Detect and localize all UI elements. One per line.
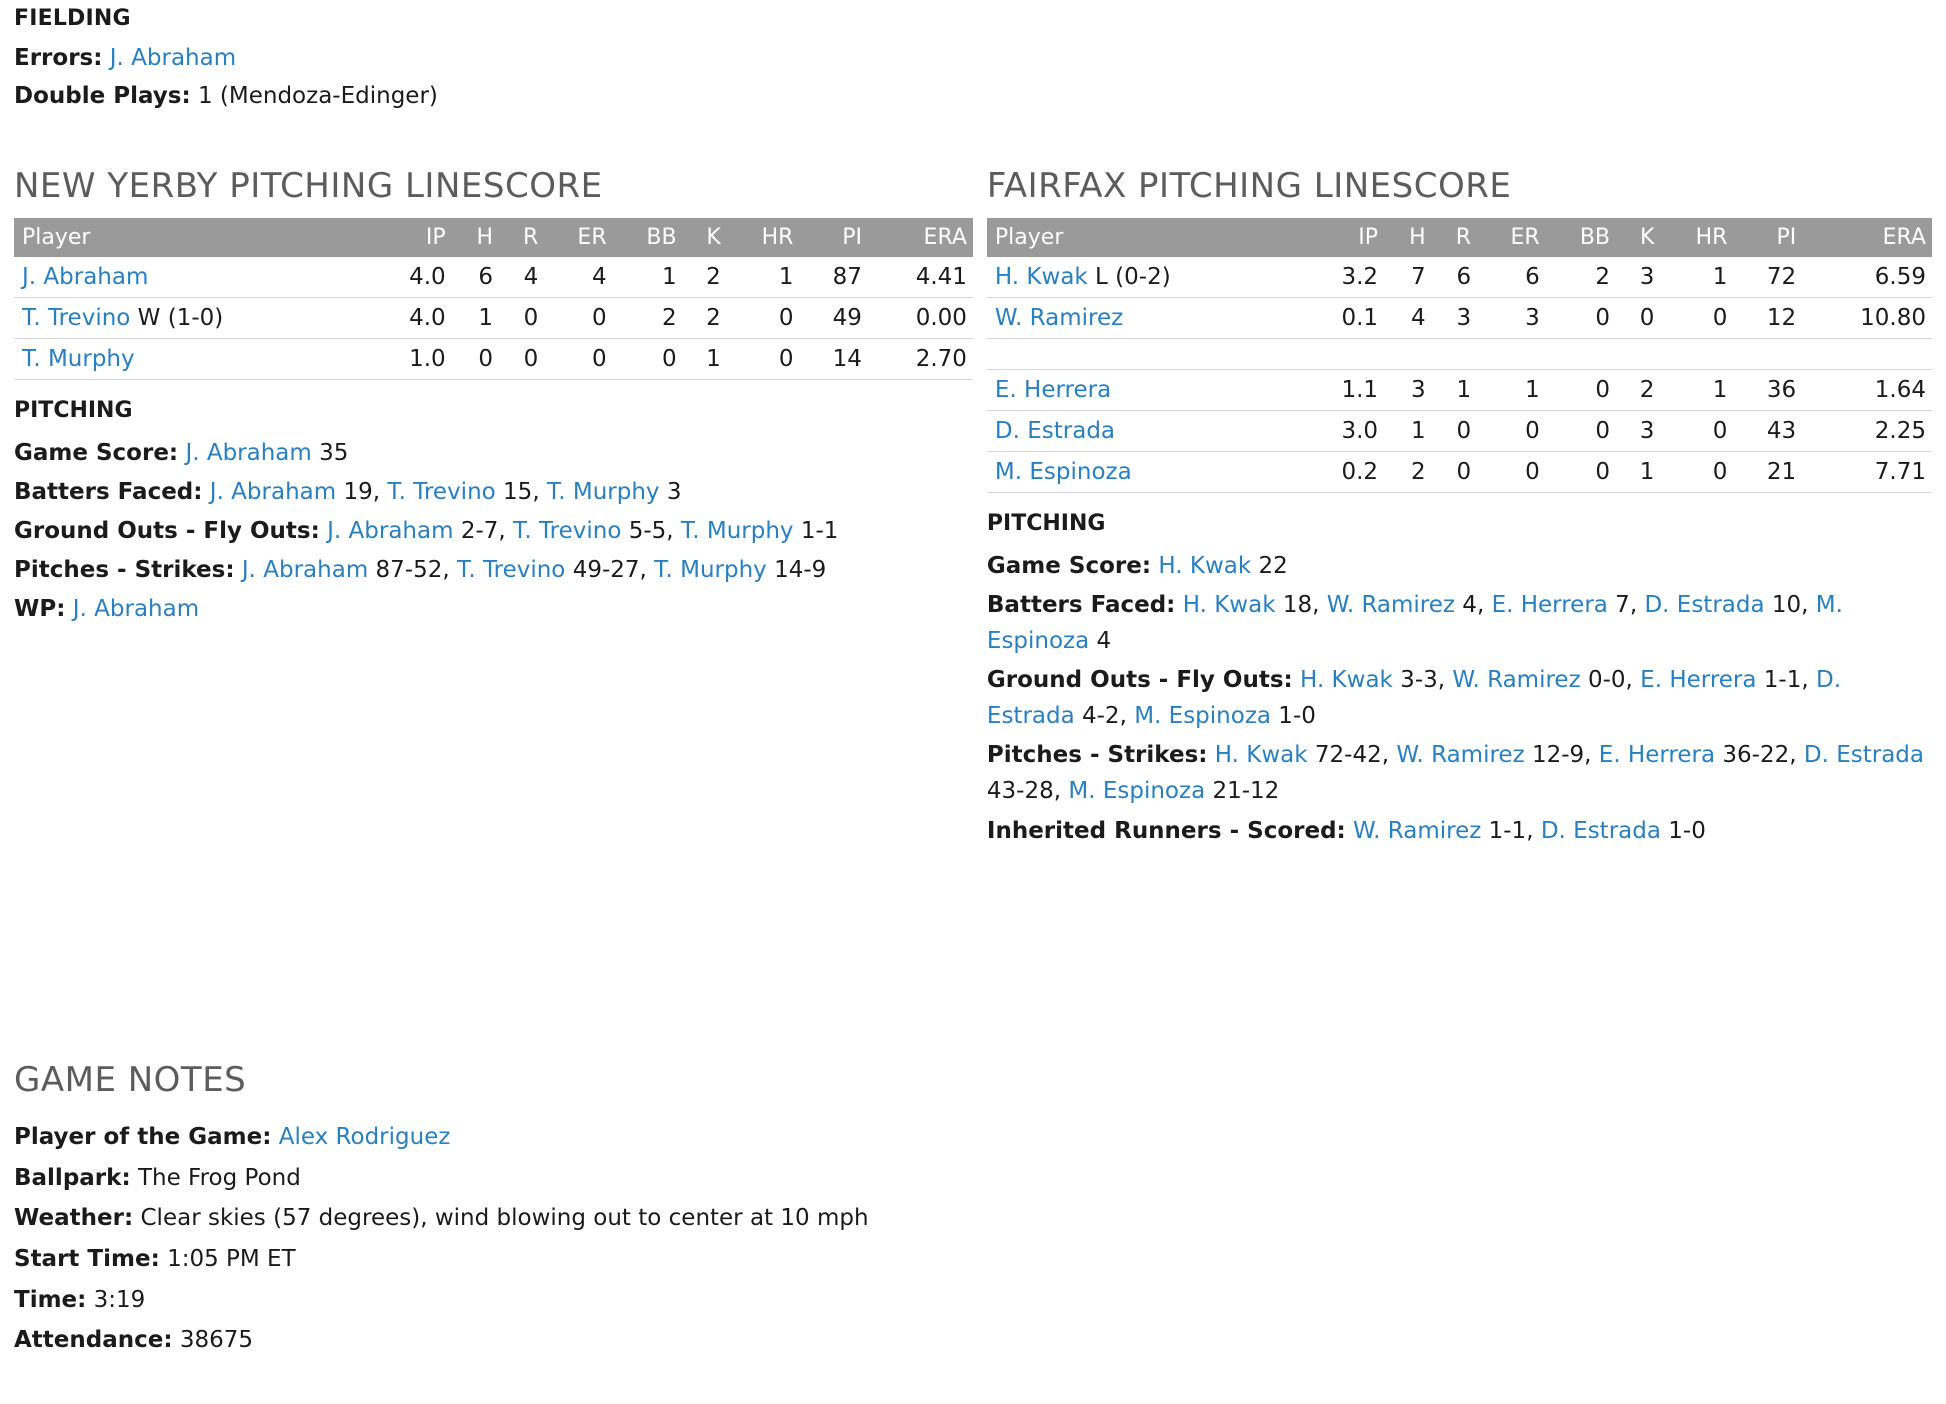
stat-value: 12-9 bbox=[1524, 742, 1585, 769]
away-inherited-runners-label: Inherited Runners - Scored: bbox=[986, 817, 1346, 844]
away-pitches-strikes-label: Pitches - Strikes: bbox=[986, 742, 1208, 769]
player-link[interactable]: J. Abraham bbox=[327, 518, 454, 545]
stat-h: 1 bbox=[1384, 411, 1432, 452]
game-note-row bbox=[14, 1242, 1414, 1278]
stat-value: 18 bbox=[1275, 591, 1313, 618]
stat-h: 0 bbox=[452, 339, 499, 380]
home-pitches-strikes-values: J. Abraham 87-52, T. Trevino 49-27, T. Murphy 14-9 bbox=[241, 557, 827, 584]
home-pitching-notes-heading: PITCHING bbox=[14, 398, 133, 424]
home-wp-values bbox=[73, 596, 199, 622]
player-link[interactable]: H. Kwak bbox=[1158, 552, 1252, 579]
col-header-hr: HR bbox=[1660, 218, 1733, 257]
away-game-score-line bbox=[987, 548, 1932, 584]
stat-r: 1 bbox=[1432, 370, 1477, 411]
fielding-double-plays-row bbox=[14, 79, 1932, 115]
player-link[interactable]: T. Trevino bbox=[22, 305, 131, 332]
stat-hr: 0 bbox=[1660, 411, 1733, 452]
home-ground-fly-values: J. Abraham 2-7, T. Trevino 5-5, T. Murphy 1-1 bbox=[327, 518, 839, 545]
stat-value: 15 bbox=[495, 478, 533, 505]
stat-value: 4 bbox=[1089, 628, 1112, 655]
stat-value: 10 bbox=[1764, 591, 1802, 618]
stat-pi: 43 bbox=[1733, 411, 1802, 452]
stat-hr: 1 bbox=[727, 257, 800, 298]
stat-value: 22 bbox=[1251, 552, 1288, 579]
pitcher-cell bbox=[987, 298, 1303, 339]
stat-k: 3 bbox=[1616, 411, 1660, 452]
player-link[interactable]: H. Kwak bbox=[1182, 591, 1276, 618]
stat-ip: 0.2 bbox=[1303, 452, 1384, 493]
pitcher-cell bbox=[14, 257, 371, 298]
stat-era: 7.71 bbox=[1802, 452, 1932, 493]
stat-pi: 12 bbox=[1733, 298, 1802, 339]
stat-value: 19 bbox=[336, 478, 373, 505]
game-note-value[interactable]: Alex Rodriguez bbox=[271, 1124, 451, 1150]
player-link[interactable]: W. Ramirez bbox=[994, 305, 1124, 332]
stat-value: 5-5 bbox=[621, 518, 667, 545]
game-note-row bbox=[14, 1161, 1414, 1197]
pitcher-cell bbox=[14, 339, 371, 380]
game-note-row bbox=[14, 1283, 1414, 1319]
pitcher-cell bbox=[987, 452, 1303, 493]
away-pitching-thead bbox=[987, 218, 1932, 257]
stat-era: 10.80 bbox=[1802, 298, 1932, 339]
away-pitching-tbody bbox=[987, 257, 1932, 493]
game-note-value: 38675 bbox=[172, 1327, 254, 1354]
away-batters-faced-label: Batters Faced: bbox=[986, 591, 1176, 618]
stat-r: 6 bbox=[1432, 257, 1477, 298]
col-header-player: Player bbox=[987, 218, 1303, 257]
game-note-row bbox=[14, 1120, 1414, 1156]
away-batters-faced-values: H. Kwak 18, W. Ramirez 4, E. Herrera 7, D. Estrada 10, M. Espinoza 4 bbox=[986, 591, 1843, 655]
home-pitching-title: NEW YERBY PITCHING LINESCORE bbox=[14, 166, 603, 207]
stat-value: 3 bbox=[659, 478, 682, 505]
stat-k: 2 bbox=[683, 298, 727, 339]
stat-er: 4 bbox=[544, 257, 612, 298]
col-header-ip: IP bbox=[1303, 218, 1384, 257]
fielding-heading: FIELDING bbox=[14, 6, 131, 31]
fielding-errors-row bbox=[14, 41, 1932, 77]
away-inherited-runners-line bbox=[987, 813, 1932, 849]
stat-bb: 0 bbox=[1546, 298, 1616, 339]
player-link[interactable]: W. Ramirez bbox=[1353, 817, 1482, 844]
game-note-label: Player of the Game: bbox=[14, 1124, 272, 1150]
game-note-value: 3:19 bbox=[86, 1286, 146, 1313]
player-link[interactable]: D. Estrada bbox=[986, 667, 1842, 730]
stat-bb: 0 bbox=[1546, 370, 1616, 411]
stat-era: 2.70 bbox=[868, 339, 973, 380]
away-pitching-table bbox=[987, 218, 1932, 493]
player-link[interactable]: D. Estrada bbox=[1540, 817, 1661, 844]
stat-ip: 3.2 bbox=[1303, 257, 1384, 298]
stat-value: 4-2 bbox=[1074, 703, 1120, 730]
player-link[interactable]: T. Trevino bbox=[387, 478, 496, 505]
table-row bbox=[987, 257, 1932, 298]
stat-hr: 1 bbox=[1660, 370, 1733, 411]
pitching-linescores bbox=[14, 166, 1932, 851]
game-note-label: Ballpark: bbox=[14, 1164, 131, 1191]
player-link[interactable]: E. Herrera bbox=[1598, 742, 1716, 769]
stat-ip: 1.1 bbox=[1303, 370, 1384, 411]
stat-pi: 87 bbox=[799, 257, 867, 298]
stat-value: 72-42 bbox=[1307, 742, 1382, 769]
pitcher-cell bbox=[14, 298, 371, 339]
stat-er: 1 bbox=[1477, 370, 1546, 411]
home-pitching-thead bbox=[14, 218, 973, 257]
table-row-spacer bbox=[987, 339, 1932, 370]
away-pitching-notes bbox=[987, 507, 1932, 848]
stat-h: 1 bbox=[452, 298, 499, 339]
stat-h: 7 bbox=[1384, 257, 1432, 298]
stat-er: 6 bbox=[1477, 257, 1546, 298]
table-row bbox=[14, 339, 973, 380]
player-link[interactable]: M. Espinoza bbox=[994, 459, 1132, 486]
home-pitching-header-row bbox=[14, 218, 973, 257]
stat-era: 6.59 bbox=[1802, 257, 1932, 298]
player-link[interactable]: H. Kwak bbox=[994, 264, 1088, 291]
player-link[interactable]: E. Herrera bbox=[1640, 667, 1757, 694]
stat-value: 1-0 bbox=[1660, 817, 1706, 844]
away-ground-fly-values: H. Kwak 3-3, W. Ramirez 0-0, E. Herrera 1-1, D. Estrada 4-2, M. Espinoza 1-0 bbox=[986, 667, 1842, 730]
stat-era: 1.64 bbox=[1802, 370, 1932, 411]
game-notes-title: GAME NOTES bbox=[14, 1060, 247, 1100]
pitcher-cell bbox=[987, 411, 1303, 452]
pitcher-decision: L (0-2) bbox=[1087, 264, 1171, 291]
stat-k: 2 bbox=[1616, 370, 1660, 411]
player-link[interactable]: M. Espinoza bbox=[986, 591, 1843, 655]
pitcher-cell bbox=[987, 257, 1303, 298]
col-header-er: ER bbox=[1477, 218, 1546, 257]
stat-k: 3 bbox=[1616, 257, 1660, 298]
stat-value: 0-0 bbox=[1580, 667, 1626, 694]
table-row bbox=[987, 411, 1932, 452]
stat-r: 4 bbox=[499, 257, 544, 298]
home-game-score-line bbox=[14, 435, 973, 471]
stat-value: 49-27 bbox=[565, 557, 640, 584]
player-link[interactable]: D. Estrada bbox=[1644, 591, 1765, 618]
stat-value: 87-52 bbox=[368, 557, 443, 584]
stat-ip: 0.1 bbox=[1303, 298, 1384, 339]
player-link[interactable]: W. Ramirez bbox=[1396, 742, 1525, 769]
player-link[interactable]: T. Murphy bbox=[546, 478, 660, 505]
table-row bbox=[987, 298, 1932, 339]
home-pitching-column bbox=[14, 166, 973, 851]
game-note-label: Attendance: bbox=[14, 1327, 173, 1354]
pitcher-cell bbox=[987, 370, 1303, 411]
home-batters-faced-line bbox=[14, 474, 973, 510]
game-note-value: 1:05 PM ET bbox=[159, 1245, 296, 1272]
away-game-score-values bbox=[1158, 553, 1287, 579]
col-header-pi: PI bbox=[799, 218, 867, 257]
stat-value: 36-22 bbox=[1715, 742, 1790, 769]
stat-bb: 0 bbox=[1546, 411, 1616, 452]
stat-pi: 49 bbox=[799, 298, 867, 339]
player-link[interactable]: J. Abraham bbox=[72, 596, 200, 623]
player-link[interactable]: D. Estrada bbox=[994, 418, 1116, 445]
game-note-value: The Frog Pond bbox=[130, 1164, 301, 1191]
away-game-score-label: Game Score: bbox=[986, 552, 1152, 579]
col-header-bb: BB bbox=[613, 218, 683, 257]
game-notes-section bbox=[14, 1060, 1414, 1364]
stat-er: 3 bbox=[1477, 298, 1546, 339]
home-batters-faced-label: Batters Faced: bbox=[14, 478, 203, 505]
col-header-r: R bbox=[1432, 218, 1477, 257]
col-header-hr: HR bbox=[727, 218, 800, 257]
stat-r: 0 bbox=[499, 298, 544, 339]
stat-value: 4 bbox=[1454, 591, 1477, 618]
stat-value: 14-9 bbox=[766, 557, 827, 584]
col-header-era: ERA bbox=[868, 218, 973, 257]
stat-value: 1-1 bbox=[1756, 667, 1802, 694]
home-pitching-notes bbox=[14, 394, 973, 627]
stat-h: 3 bbox=[1384, 370, 1432, 411]
player-link[interactable]: J. Abraham bbox=[241, 557, 369, 584]
home-game-score-label: Game Score: bbox=[14, 439, 179, 466]
away-inherited-runners-values: W. Ramirez 1-1, D. Estrada 1-0 bbox=[1353, 817, 1706, 844]
home-ground-fly-label: Ground Outs - Fly Outs: bbox=[14, 518, 320, 545]
fielding-errors-label: Errors: bbox=[14, 45, 103, 71]
stat-value: 35 bbox=[311, 439, 349, 466]
fielding-section bbox=[14, 0, 1932, 114]
home-pitches-strikes-label: Pitches - Strikes: bbox=[14, 557, 235, 584]
player-link[interactable]: J. Abraham bbox=[22, 264, 149, 291]
stat-value: 43-28 bbox=[986, 778, 1054, 805]
away-pitches-strikes-line bbox=[987, 737, 1932, 809]
player-link[interactable]: J. Abraham bbox=[209, 478, 337, 505]
col-header-er: ER bbox=[544, 218, 612, 257]
game-notes-list bbox=[14, 1120, 1414, 1359]
home-pitching-table bbox=[14, 218, 973, 380]
home-game-score-values bbox=[185, 440, 348, 466]
player-link[interactable]: M. Espinoza bbox=[1068, 778, 1206, 805]
col-header-r: R bbox=[499, 218, 544, 257]
stat-pi: 72 bbox=[1733, 257, 1802, 298]
stat-value: 1-0 bbox=[1271, 703, 1316, 730]
table-row bbox=[987, 452, 1932, 493]
stat-hr: 0 bbox=[727, 339, 800, 380]
stat-r: 3 bbox=[1432, 298, 1477, 339]
away-pitching-column bbox=[973, 166, 1932, 851]
player-link[interactable]: D. Estrada bbox=[1803, 742, 1924, 769]
player-link[interactable]: H. Kwak bbox=[1300, 667, 1393, 694]
stat-value: 1-1 bbox=[793, 518, 839, 545]
stat-era: 0.00 bbox=[868, 298, 973, 339]
away-pitching-header-row bbox=[987, 218, 1932, 257]
stat-pi: 36 bbox=[1733, 370, 1802, 411]
player-link[interactable]: J. Abraham bbox=[185, 439, 312, 466]
pitcher-decision: W (1-0) bbox=[130, 305, 224, 332]
player-link[interactable]: W. Ramirez bbox=[1326, 591, 1455, 618]
table-row bbox=[987, 370, 1932, 411]
away-pitching-title: FAIRFAX PITCHING LINESCORE bbox=[986, 166, 1512, 207]
game-note-value: Clear skies (57 degrees), wind blowing out to center at 10 mph bbox=[133, 1205, 869, 1232]
fielding-errors-player[interactable]: J. Abraham bbox=[109, 45, 237, 71]
player-link[interactable]: E. Herrera bbox=[1491, 591, 1608, 618]
away-ground-fly-line bbox=[987, 662, 1932, 734]
fielding-double-plays-value: 1 (Mendoza-Edinger) bbox=[197, 82, 438, 109]
stat-hr: 0 bbox=[1660, 452, 1733, 493]
stat-k: 0 bbox=[1616, 298, 1660, 339]
stat-hr: 0 bbox=[727, 298, 800, 339]
stat-r: 0 bbox=[499, 339, 544, 380]
away-pitching-notes-heading: PITCHING bbox=[986, 511, 1106, 537]
stat-bb: 0 bbox=[1546, 452, 1616, 493]
stat-h: 4 bbox=[1384, 298, 1432, 339]
stat-r: 0 bbox=[1432, 411, 1477, 452]
player-link[interactable]: T. Murphy bbox=[654, 557, 767, 584]
col-header-bb: BB bbox=[1546, 218, 1616, 257]
stat-era: 2.25 bbox=[1802, 411, 1932, 452]
home-wp-label: WP: bbox=[14, 596, 66, 623]
player-link[interactable]: T. Trevino bbox=[457, 557, 566, 584]
stat-bb: 2 bbox=[613, 298, 683, 339]
away-pitches-strikes-values: H. Kwak 72-42, W. Ramirez 12-9, E. Herrera 36-22, D. Estrada 43-28, M. Espinoza 21-12 bbox=[986, 742, 1924, 805]
game-note-label: Time: bbox=[14, 1286, 87, 1313]
player-link[interactable]: T. Murphy bbox=[680, 518, 794, 545]
away-ground-fly-label: Ground Outs - Fly Outs: bbox=[986, 667, 1293, 694]
stat-ip: 3.0 bbox=[1303, 411, 1384, 452]
table-row bbox=[14, 298, 973, 339]
stat-ip: 4.0 bbox=[371, 298, 452, 339]
col-header-k: K bbox=[683, 218, 727, 257]
home-batters-faced-values: J. Abraham 19, T. Trevino 15, T. Murphy 3 bbox=[209, 478, 682, 505]
home-pitches-strikes-line bbox=[14, 552, 973, 588]
stat-value: 1-1 bbox=[1481, 817, 1527, 844]
stat-k: 1 bbox=[683, 339, 727, 380]
game-note-row bbox=[14, 1323, 1414, 1359]
stat-er: 0 bbox=[544, 339, 612, 380]
fielding-double-plays-label: Double Plays: bbox=[14, 82, 191, 109]
stat-k: 2 bbox=[683, 257, 727, 298]
stat-er: 0 bbox=[1477, 452, 1546, 493]
player-link[interactable]: H. Kwak bbox=[1214, 742, 1308, 769]
stat-er: 0 bbox=[544, 298, 612, 339]
col-header-k: K bbox=[1616, 218, 1660, 257]
stat-r: 0 bbox=[1432, 452, 1477, 493]
stat-value: 21-12 bbox=[1205, 778, 1280, 805]
stat-k: 1 bbox=[1616, 452, 1660, 493]
player-link[interactable]: W. Ramirez bbox=[1452, 667, 1581, 694]
stat-value: 3-3 bbox=[1392, 667, 1438, 694]
stat-bb: 1 bbox=[613, 257, 683, 298]
stat-bb: 0 bbox=[613, 339, 683, 380]
table-row bbox=[14, 257, 973, 298]
stat-ip: 4.0 bbox=[371, 257, 452, 298]
player-link[interactable]: T. Murphy bbox=[22, 346, 135, 373]
away-batters-faced-line bbox=[987, 587, 1932, 659]
stat-pi: 21 bbox=[1733, 452, 1802, 493]
stat-h: 2 bbox=[1384, 452, 1432, 493]
col-header-ip: IP bbox=[371, 218, 452, 257]
game-note-row bbox=[14, 1201, 1414, 1237]
game-note-label: Start Time: bbox=[14, 1245, 160, 1272]
col-header-player: Player bbox=[14, 218, 371, 257]
stat-ip: 1.0 bbox=[371, 339, 452, 380]
stat-value: 7 bbox=[1607, 591, 1630, 618]
stat-hr: 1 bbox=[1660, 257, 1733, 298]
col-header-pi: PI bbox=[1733, 218, 1802, 257]
stat-pi: 14 bbox=[799, 339, 867, 380]
game-note-label: Weather: bbox=[14, 1205, 134, 1232]
col-header-h: H bbox=[1384, 218, 1432, 257]
home-ground-fly-line bbox=[14, 513, 973, 549]
stat-er: 0 bbox=[1477, 411, 1546, 452]
stat-h: 6 bbox=[452, 257, 499, 298]
col-header-h: H bbox=[452, 218, 499, 257]
stat-bb: 2 bbox=[1546, 257, 1616, 298]
stat-era: 4.41 bbox=[868, 257, 973, 298]
home-wp-line bbox=[14, 591, 973, 627]
player-link[interactable]: T. Trevino bbox=[513, 518, 622, 545]
col-header-era: ERA bbox=[1802, 218, 1932, 257]
stat-value: 2-7 bbox=[453, 518, 499, 545]
player-link[interactable]: E. Herrera bbox=[994, 377, 1112, 404]
home-pitching-tbody bbox=[14, 257, 973, 380]
stat-hr: 0 bbox=[1660, 298, 1733, 339]
player-link[interactable]: M. Espinoza bbox=[1134, 703, 1271, 730]
